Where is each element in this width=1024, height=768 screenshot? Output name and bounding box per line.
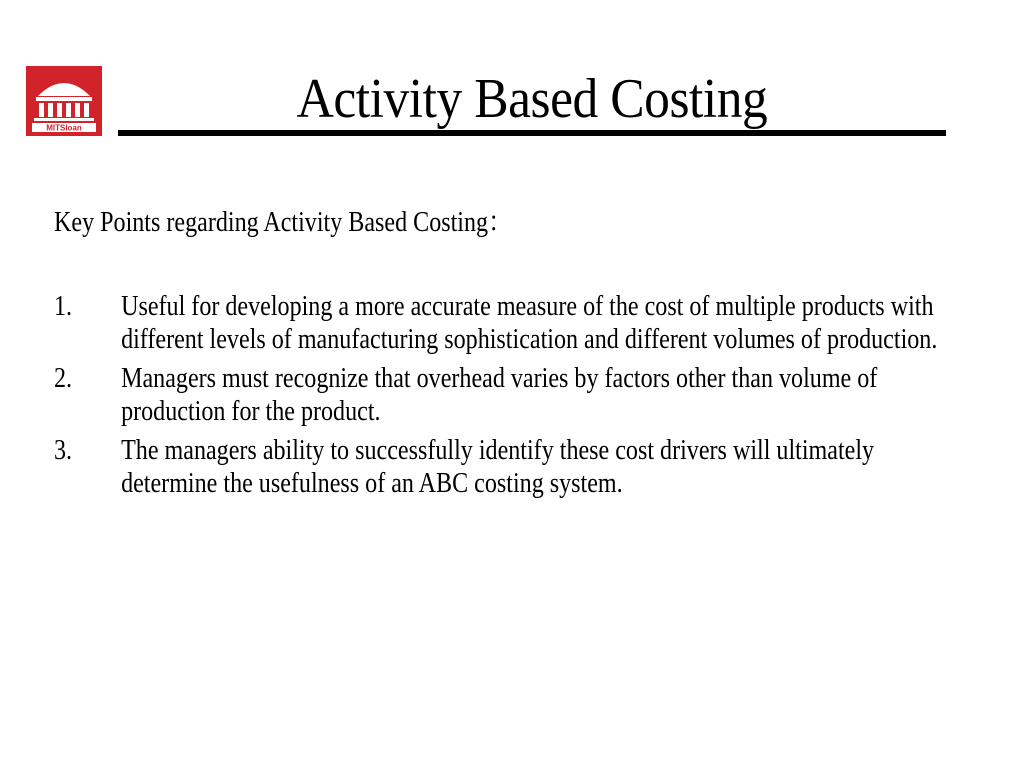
list-item — [54, 434, 966, 500]
list-item — [54, 290, 966, 356]
list-item-text: Managers must recognize that overhead varies by factors other than volume of production for the product. — [121, 363, 878, 427]
list-item — [54, 362, 966, 428]
list-item-text: Useful for developing a more accurate measure of the cost of multiple products with different levels of manufacturing sophistication and different volumes of production. — [121, 291, 938, 355]
list-item-text: The managers ability to successfully identify these cost drivers will ultimately determine the usefulness of an ABC costing system. — [121, 435, 875, 499]
list-item-number: 1. — [54, 291, 73, 322]
mit-sloan-logo-icon — [26, 66, 102, 136]
svg-text:MITSloan: MITSloan — [46, 123, 82, 133]
intro-text: Key Points regarding Activity Based Costing： — [54, 207, 513, 238]
title-underline — [118, 130, 946, 136]
key-points-list — [54, 290, 966, 506]
list-item-number: 2. — [54, 363, 73, 394]
list-item-number: 3. — [54, 435, 73, 466]
slide-title: Activity Based Costing — [296, 68, 768, 130]
